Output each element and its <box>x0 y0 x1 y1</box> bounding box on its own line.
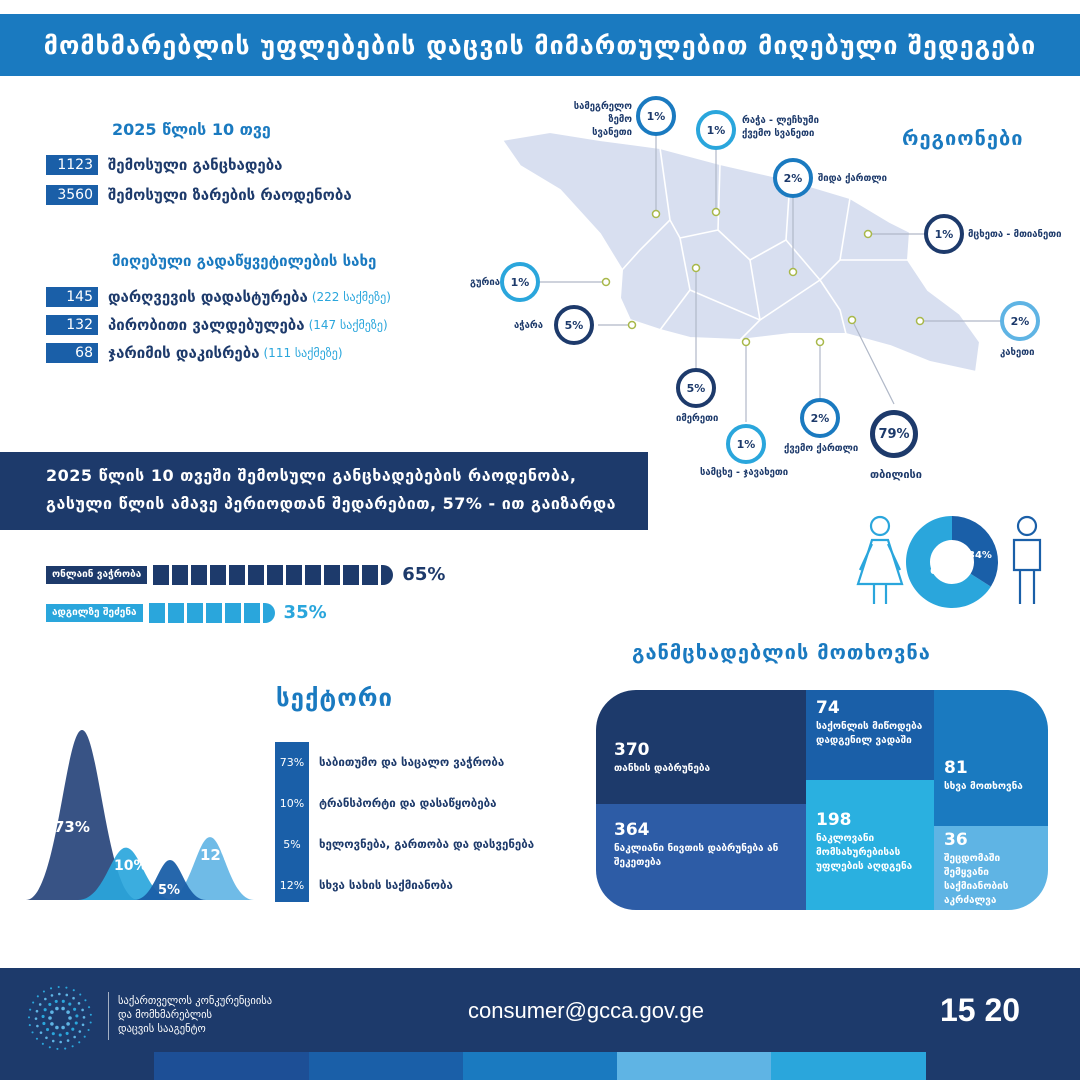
region-pin-imereti: 5% <box>676 368 716 408</box>
regions-title: რეგიონები <box>902 126 1024 150</box>
logo-dot <box>78 1002 81 1005</box>
logo-dot <box>55 1000 58 1003</box>
logo-dot <box>56 1048 58 1050</box>
demand-label: საქონლის მიწოდება დადგენილ ვადაში <box>816 721 923 746</box>
map-connectors <box>0 0 1080 500</box>
logo-dot <box>59 1041 62 1044</box>
logo-dot <box>36 1010 39 1013</box>
decision-note: (147 საქმეზე) <box>308 318 388 332</box>
logo-dot <box>48 1003 51 1006</box>
demand-num: 74 <box>816 698 840 718</box>
channel-offline-pct: 35% <box>283 602 327 623</box>
logo-dot <box>45 1037 48 1040</box>
logo-dot <box>50 1022 54 1026</box>
sector-chart <box>14 720 264 910</box>
logo-dot <box>78 1041 80 1043</box>
logo-dot <box>71 1028 74 1031</box>
logo-dot <box>55 1026 59 1030</box>
growth-banner-line1: 2025 წლის 10 თვეში შემოსული განცხადებების რაოდენობა, <box>46 466 577 485</box>
agency-logo-icon <box>22 980 98 1056</box>
agency-name <box>118 994 272 1036</box>
sector-row-label: საბითუმო და საცალო ვაჭრობა <box>319 755 505 769</box>
sector-row-pct: 12% <box>279 878 305 892</box>
logo-dot <box>52 1032 55 1035</box>
demand-cell-misleading <box>934 826 1048 910</box>
logo-dot <box>28 1016 30 1018</box>
logo-dot <box>88 1029 90 1031</box>
demand-title: განმცხადებლის მოთხოვნა <box>632 640 931 664</box>
region-label-racha: რაჭა - ლეჩხუმი ქვემო სვანეთი <box>742 115 819 139</box>
region-label-imereti: იმერეთი <box>676 413 719 424</box>
logo-dot <box>75 1021 78 1024</box>
decision-note: (222 საქმეზე) <box>311 290 391 304</box>
stat-value: 1123 <box>46 155 98 175</box>
bar-segment <box>206 603 222 623</box>
channel-offline <box>46 602 327 623</box>
agency-name-line1: საქართველოს კონკურენციისა <box>118 995 273 1007</box>
region-pin-guria: 1% <box>500 262 540 302</box>
logo-dot <box>68 1016 72 1020</box>
sector-peak-label-arts: 5% <box>158 883 181 898</box>
logo-dot <box>43 990 45 992</box>
logo-dot <box>35 1017 38 1020</box>
region-label-shida-kartli: შიდა ქართლი <box>818 173 887 184</box>
bar-segment <box>263 603 275 623</box>
logo-dot <box>61 1007 65 1011</box>
region-pin-samtskhe: 1% <box>726 424 766 464</box>
logo-dot <box>65 994 68 997</box>
channel-online-label: ონლაინ ვაჭრობა <box>46 566 147 584</box>
logo-dot <box>51 994 54 997</box>
region-label-guria: გურია <box>470 277 500 288</box>
logo-dot <box>58 993 61 996</box>
logo-dot <box>44 1008 47 1011</box>
logo-dot <box>58 986 60 988</box>
logo-dot <box>90 1014 92 1016</box>
bar-segment <box>149 603 165 623</box>
logo-dot <box>66 1010 70 1014</box>
gender-donut <box>904 514 1000 610</box>
region-label-kvemo-kartli: ქვემო ქართლი <box>784 443 859 454</box>
bar-segment <box>172 565 188 585</box>
region-pin-kakheti: 2% <box>1000 301 1040 341</box>
bar-segment <box>267 565 283 585</box>
footer-stripes <box>0 1052 1080 1080</box>
logo-dot <box>29 1024 31 1026</box>
logo-dot <box>48 1016 52 1020</box>
logo-dot <box>50 987 52 989</box>
bar-segment <box>362 565 378 585</box>
bar-segment <box>225 603 241 623</box>
region-pin-tbilisi: 79% <box>870 410 918 458</box>
region-pin-samegrelo: 1% <box>636 96 676 136</box>
stat-label: შემოსული განცხადება <box>108 156 283 174</box>
logo-dot <box>29 1009 31 1011</box>
bar-segment <box>305 565 321 585</box>
demand-label: ნაკლიანი ნივთის დაბრუნება ან შეკეთება <box>614 843 779 868</box>
demand-label: შეცდომაში შემყვანი საქმიანობის აკრძალვა <box>944 853 1009 906</box>
logo-dot <box>62 1000 65 1003</box>
bar-segment <box>153 565 169 585</box>
demand-num: 81 <box>944 758 968 778</box>
logo-dot <box>50 1010 54 1014</box>
logo-dot <box>73 989 75 991</box>
logo-dot <box>84 999 86 1001</box>
logo-dot <box>72 1045 74 1047</box>
demand-treemap <box>596 690 1048 910</box>
demand-num: 36 <box>944 830 968 850</box>
logo-dot <box>39 1003 42 1006</box>
logo-dot <box>66 1032 69 1035</box>
sector-row-other <box>275 871 565 899</box>
logo-dot <box>44 998 47 1001</box>
demand-label: სხვა მოთხოვნა <box>944 781 1023 792</box>
decision-label: პირობითი ვალდებულება <box>108 316 305 334</box>
hotline-number: 15 20 <box>940 992 1021 1028</box>
bar-segment <box>381 565 393 585</box>
bar-segment <box>229 565 245 585</box>
logo-dot <box>59 1033 62 1036</box>
logo-dot <box>55 1007 59 1011</box>
logo-dot <box>46 1028 49 1031</box>
region-label-mtskheta: მცხეთა - მთიანეთი <box>968 229 1062 240</box>
logo-dot <box>73 1036 76 1039</box>
donut-label-female: 66% <box>930 566 954 577</box>
page-title: მომხმარებლის უფლებების დაცვის მიმართულებით მიღებული შედეგები <box>43 30 1037 60</box>
female-icon <box>852 514 912 606</box>
logo-dot <box>84 1036 86 1038</box>
sector-row-label: ხელოვნება, გართობა და დასვენება <box>319 837 535 851</box>
logo-dot <box>61 1026 65 1030</box>
sector-row-trade <box>275 748 565 776</box>
sector-row-arts <box>275 830 565 858</box>
agency-name-line2: და მომხმარებლის <box>118 1009 213 1021</box>
region-pin-shida-kartli: 2% <box>773 158 813 198</box>
logo-dot <box>82 1023 85 1026</box>
region-label-samtskhe: სამცხე - ჯავახეთი <box>700 467 789 478</box>
sector-row-label: ტრანსპორტი და დასაწყობება <box>319 796 497 810</box>
growth-banner-line2: გასული წლის ამავე პერიოდთან შედარებით, 57% - ით გაიზარდა <box>46 494 616 513</box>
logo-dot <box>65 987 67 989</box>
sector-row-transport <box>275 789 565 817</box>
region-pin-adjara: 5% <box>554 305 594 345</box>
logo-dot <box>68 1003 71 1006</box>
region-label-tbilisi: თბილისი <box>870 468 922 481</box>
decision-value: 68 <box>46 343 98 363</box>
logo-dot <box>42 1015 45 1018</box>
demand-cell-other <box>934 690 1048 826</box>
logo-dot <box>42 1043 44 1045</box>
logo-dot <box>73 1008 76 1011</box>
logo-dot <box>81 1009 84 1012</box>
decisions-title: მიღებული გადაწყვეტილების სახე <box>112 252 377 270</box>
logo-dot <box>49 1046 51 1048</box>
footer-divider <box>108 992 109 1040</box>
channel-online-pct: 65% <box>402 564 446 585</box>
logo-dot <box>83 1016 86 1019</box>
logo-dot <box>79 993 81 995</box>
sector-row-pct: 73% <box>279 755 305 769</box>
logo-dot <box>66 1022 70 1026</box>
channel-online <box>46 564 445 585</box>
bar-segment <box>210 565 226 585</box>
sector-row-pct: 10% <box>279 796 305 810</box>
stat-value: 3560 <box>46 185 98 205</box>
bar-segment <box>343 565 359 585</box>
logo-dot <box>42 1022 45 1025</box>
male-icon <box>1004 514 1050 606</box>
region-pin-kvemo-kartli: 2% <box>800 398 840 438</box>
region-pin-racha: 1% <box>696 110 736 150</box>
contact-email-link[interactable]: consumer@gcca.gov.ge <box>468 998 704 1023</box>
logo-dot <box>64 1048 66 1050</box>
channel-offline-bar <box>149 603 278 623</box>
bar-segment <box>244 603 260 623</box>
logo-dot <box>90 1021 92 1023</box>
demand-label: თანხის დაბრუნება <box>614 763 711 774</box>
logo-dot <box>75 1014 78 1017</box>
sector-title: სექტორი <box>276 684 394 712</box>
logo-dot <box>72 997 75 1000</box>
demand-cell-defective <box>596 804 806 910</box>
channel-online-bar <box>153 565 396 585</box>
bar-segment <box>168 603 184 623</box>
sector-peak-label-transport: 10% <box>114 858 148 874</box>
region-label-samegrelo: სამეგრელო ზემო სვანეთი <box>573 101 632 138</box>
demand-num: 370 <box>614 740 650 760</box>
period-title: 2025 წლის 10 თვე <box>112 120 271 139</box>
bar-segment <box>286 565 302 585</box>
logo-dot <box>40 1031 43 1034</box>
sector-row-pct: 5% <box>283 837 301 851</box>
sector-peak-label-other: 12% <box>200 846 236 864</box>
agency-name-line3: დაცვის სააგენტო <box>118 1023 206 1035</box>
logo-dot <box>36 1025 39 1028</box>
decision-note: (111 საქმეზე) <box>263 346 343 360</box>
bar-segment <box>324 565 340 585</box>
demand-num: 198 <box>816 810 852 830</box>
demand-label: ნაკლოვანი მომსახურებისას უფლების აღდგენა <box>816 833 913 872</box>
channel-offline-label: ადგილზე შეძენა <box>46 604 143 622</box>
logo-dot <box>37 995 39 997</box>
decision-label: ჯარიმის დაკისრება <box>108 344 260 362</box>
region-label-kakheti: კახეთი <box>1000 347 1035 358</box>
bar-segment <box>248 565 264 585</box>
region-pin-mtskheta: 1% <box>924 214 964 254</box>
decision-label: დარღვევის დადასტურება <box>108 288 308 306</box>
logo-dot <box>52 1040 55 1043</box>
demand-cell-service <box>806 780 934 910</box>
logo-dot <box>36 1038 38 1040</box>
sector-row-label: სხვა სახის საქმიანობა <box>319 878 453 892</box>
logo-dot <box>79 1030 82 1033</box>
bar-segment <box>191 565 207 585</box>
decision-value: 145 <box>46 287 98 307</box>
sector-peak-label-trade: 73% <box>54 818 90 836</box>
bar-segment <box>187 603 203 623</box>
demand-cell-delivery <box>806 690 934 780</box>
demand-cell-refund <box>596 690 806 804</box>
donut-label-male: 34% <box>968 550 992 561</box>
stat-label: შემოსული ზარების რაოდენობა <box>108 186 352 204</box>
decision-value: 132 <box>46 315 98 335</box>
logo-dot <box>88 1006 90 1008</box>
logo-dot <box>31 1031 33 1033</box>
logo-dot <box>32 1001 34 1003</box>
demand-num: 364 <box>614 820 650 840</box>
logo-dot <box>67 1039 70 1042</box>
region-label-adjara: აჭარა <box>514 320 543 331</box>
growth-banner <box>0 452 648 530</box>
